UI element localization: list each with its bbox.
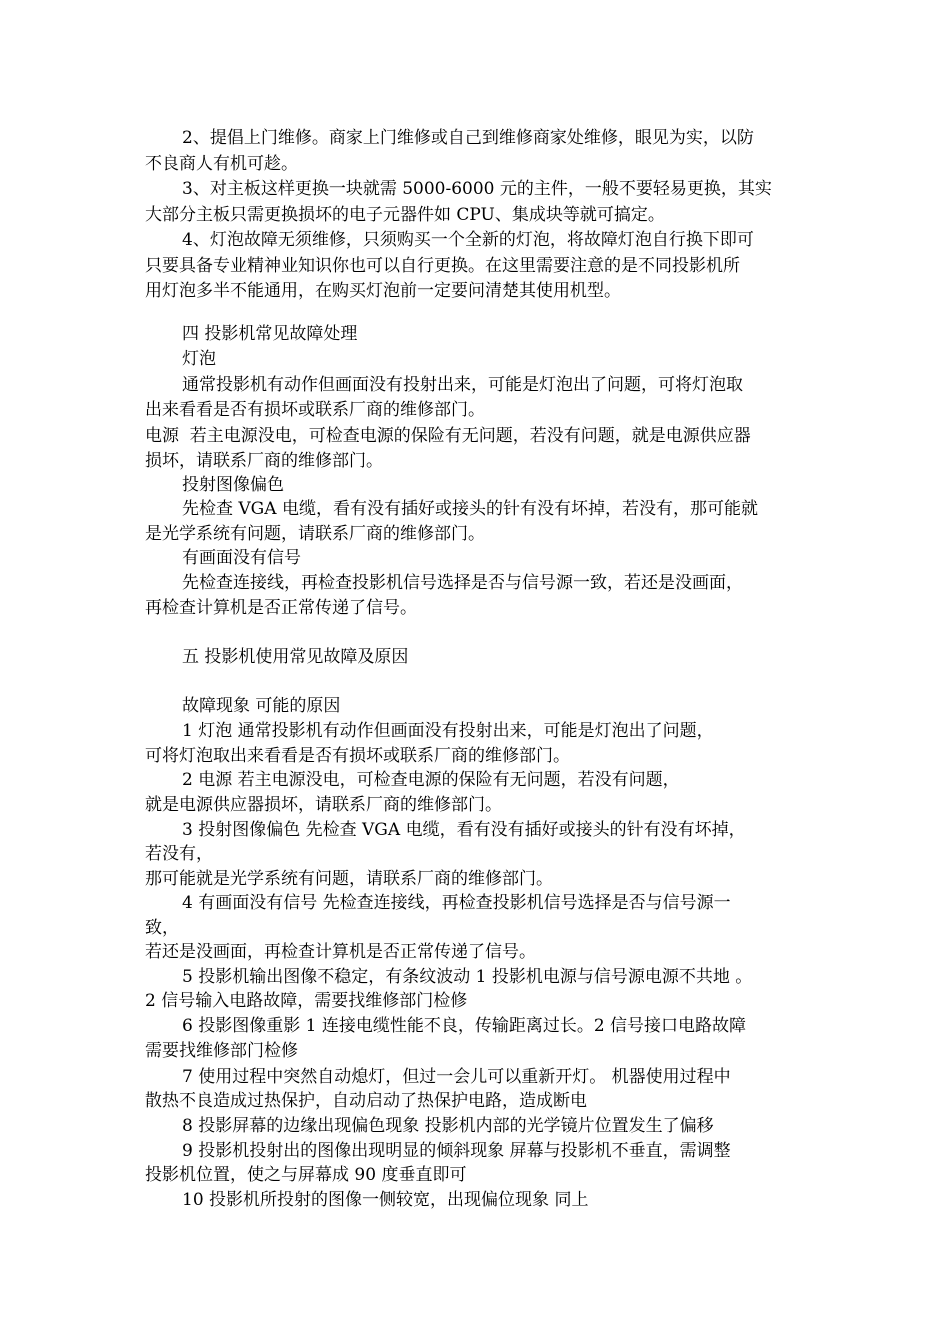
color-heading: 投射图像偏色 (182, 475, 284, 495)
lamp-text: 通常投影机有动作但画面没有投射出来，可能是灯泡出了问题，可将灯泡取 (182, 375, 743, 395)
section-4-title: 四 投影机常见故障处理 (182, 324, 358, 344)
lamp-text: 出来看看是否有损坏或联系厂商的维修部门。 (145, 400, 485, 420)
tip-line: 用灯泡多半不能通用，在购买灯泡前一定要问清楚其使用机型。 (145, 281, 621, 301)
color-text: 是光学系统有问题，请联系厂商的维修部门。 (145, 524, 485, 544)
signal-text: 再检查计算机是否正常传递了信号。 (145, 598, 417, 618)
fault-line: 就是电源供应器损坏，请联系厂商的维修部门。 (145, 795, 502, 815)
table-header: 故障现象 可能的原因 (182, 696, 341, 716)
fault-line: 10 投影机所投射的图像一侧较宽，出现偏位现象 同上 (182, 1190, 589, 1210)
fault-line: 若没有， (145, 844, 213, 864)
fault-line: 4 有画面没有信号 先检查连接线，再检查投影机信号选择是否与信号源一 (182, 893, 731, 913)
fault-line: 若还是没画面，再检查计算机是否正常传递了信号。 (145, 942, 536, 962)
tip-line: 只要具备专业精神业知识你也可以自行更换。在这里需要注意的是不同投影机所 (145, 256, 740, 276)
tip-line: 2、提倡上门维修。商家上门维修或自己到维修商家处维修，眼见为实，以防 (182, 128, 754, 148)
fault-line: 散热不良造成过热保护，自动启动了热保护电路，造成断电 (145, 1091, 587, 1111)
fault-line: 9 投影机投射出的图像出现明显的倾斜现象 屏幕与投影机不垂直，需调整 (182, 1141, 731, 1161)
fault-line: 2 信号输入电路故障，需要找维修部门检修 (145, 991, 468, 1011)
fault-line: 致， (145, 918, 179, 938)
tip-line: 不良商人有机可趁。 (145, 154, 298, 174)
fault-line: 可将灯泡取出来看看是否有损坏或联系厂商的维修部门。 (145, 746, 570, 766)
fault-line: 8 投影屏幕的边缘出现偏色现象 投影机内部的光学镜片位置发生了偏移 (182, 1116, 714, 1136)
tip-line: 4、灯泡故障无须维修，只须购买一个全新的灯泡，将故障灯泡自行换下即可 (182, 230, 754, 250)
fault-line: 2 电源 若主电源没电，可检查电源的保险有无问题，若没有问题， (182, 770, 680, 790)
power-text: 损坏，请联系厂商的维修部门。 (145, 451, 383, 471)
fault-line: 投影机位置，使之与屏幕成 90 度垂直即可 (145, 1165, 467, 1185)
fault-line: 需要找维修部门检修 (145, 1041, 298, 1061)
color-text: 先检查 VGA 电缆，看有没有插好或接头的针有没有坏掉，若没有，那可能就 (182, 499, 758, 519)
fault-line: 7 使用过程中突然自动熄灯，但过一会儿可以重新开灯。 机器使用过程中 (182, 1067, 731, 1087)
fault-line: 3 投射图像偏色 先检查 VGA 电缆，看有没有插好或接头的针有没有坏掉， (182, 820, 746, 840)
fault-line: 5 投影机输出图像不稳定，有条纹波动 1 投影机电源与信号源电源不共地 。 (182, 967, 753, 987)
tip-line: 3、对主板这样更换一块就需 5000-6000 元的主件，一般不要轻易更换，其实 (182, 179, 772, 199)
lamp-heading: 灯泡 (182, 349, 216, 369)
fault-line: 1 灯泡 通常投影机有动作但画面没有投射出来，可能是灯泡出了问题， (182, 721, 714, 741)
signal-text: 先检查连接线，再检查投影机信号选择是否与信号源一致，若还是没画面， (182, 573, 743, 593)
section-5-title: 五 投影机使用常见故障及原因 (182, 647, 409, 667)
tip-line: 大部分主板只需更换损坏的电子元器件如 CPU、集成块等就可搞定。 (145, 205, 665, 225)
signal-heading: 有画面没有信号 (182, 548, 301, 568)
fault-line: 那可能就是光学系统有问题，请联系厂商的维修部门。 (145, 869, 553, 889)
fault-line: 6 投影图像重影 1 连接电缆性能不良，传输距离过长。2 信号接口电路故障 (182, 1016, 747, 1036)
power-text: 电源 若主电源没电，可检查电源的保险有无问题，若没有问题，就是电源供应器 (145, 426, 751, 446)
